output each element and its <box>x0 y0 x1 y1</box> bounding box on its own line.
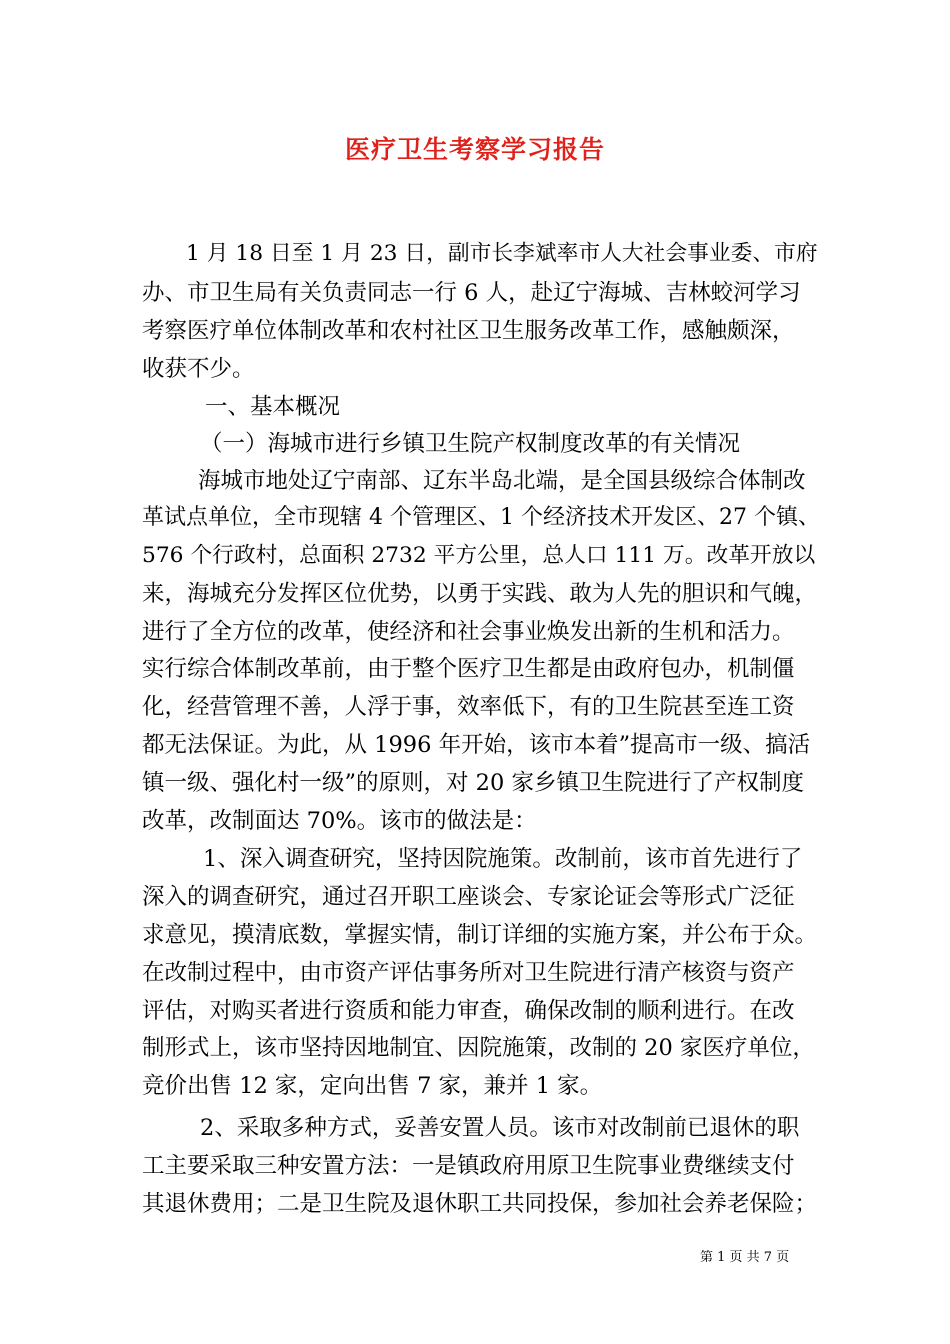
paragraph-line: 海城市地处辽宁南部、辽东半岛北端，是全国县级综合体制改 <box>198 468 806 494</box>
document-title: 医疗卫生考察学习报告 <box>344 135 605 164</box>
paragraph-line: 革试点单位，全市现辖 4 个管理区、1 个经济技术开发区、27 个镇、 <box>142 505 820 530</box>
paragraph-line: 制形式上，该市坚持因地制宜、因院施策，改制的 20 家医疗单位， <box>142 1035 815 1061</box>
paragraph-line: 改革，改制面达 70%。该市的做法是： <box>142 808 537 834</box>
paragraph-line: 评估，对购买者进行资质和能力审查，确保改制的顺利进行。在改 <box>142 998 795 1024</box>
paragraph-line: 进行了全方位的改革，使经济和社会事业焕发出新的生机和活力。 <box>142 619 795 645</box>
paragraph-line: 竞价出售 12 家，定向出售 7 家，兼并 1 家。 <box>142 1073 603 1099</box>
paragraph-line: 收获不少。 <box>142 356 255 382</box>
paragraph-line: 2、采取多种方式，妥善安置人员。该市对改制前已退休的职 <box>200 1115 800 1141</box>
subsection-heading: （一）海城市进行乡镇卫生院产权制度改革的有关情况 <box>200 431 741 457</box>
paragraph-line: 工主要采取三种安置方法：一是镇政府用原卫生院事业费继续支付 <box>142 1153 795 1179</box>
paragraph-line: 其退休费用；二是卫生院及退休职工共同投保，参加社会养老保险； <box>142 1191 818 1217</box>
paragraph-line: 办、市卫生局有关负责同志一行 6 人，赴辽宁海城、吉林蛟河学习 <box>142 280 801 306</box>
paragraph-line: 实行综合体制改革前，由于整个医疗卫生都是由政府包办，机制僵 <box>142 656 795 682</box>
paragraph-line: 1、深入调查研究，坚持因院施策。改制前，该市首先进行了 <box>203 846 803 872</box>
paragraph-line: 在改制过程中，由市资产评估事务所对卫生院进行清产核资与资产 <box>142 960 795 986</box>
paragraph-line: 都无法保证。为此，从 1996 年开始，该市本着”提高市一级、搞活 <box>142 732 811 758</box>
paragraph-line: 考察医疗单位体制改革和农村社区卫生服务改革工作，感触颇深， <box>142 318 795 344</box>
page-number: 第 1 页 共 7 页 <box>700 1250 790 1265</box>
paragraph-line: 576 个行政村，总面积 2732 平方公里，总人口 111 万。改革开放以 <box>142 543 816 568</box>
section-heading: 一、基本概况 <box>205 394 341 420</box>
paragraph-line: 来，海城充分发挥区位优势，以勇于实践、敢为人先的胆识和气魄， <box>142 581 818 607</box>
paragraph-line: 1 月 18 日至 1 月 23 日，副市长李斌率市人大社会事业委、市府 <box>186 241 818 266</box>
paragraph-line: 深入的调查研究，通过召开职工座谈会、专家论证会等形式广泛征 <box>142 884 795 910</box>
paragraph-line: 求意见，摸清底数，掌握实情，制订详细的实施方案，并公布于众。 <box>142 922 818 948</box>
paragraph-line: 镇一级、强化村一级”的原则，对 20 家乡镇卫生院进行了产权制度 <box>142 770 804 796</box>
paragraph-line: 化，经营管理不善，人浮于事，效率低下，有的卫生院甚至连工资 <box>142 694 795 720</box>
